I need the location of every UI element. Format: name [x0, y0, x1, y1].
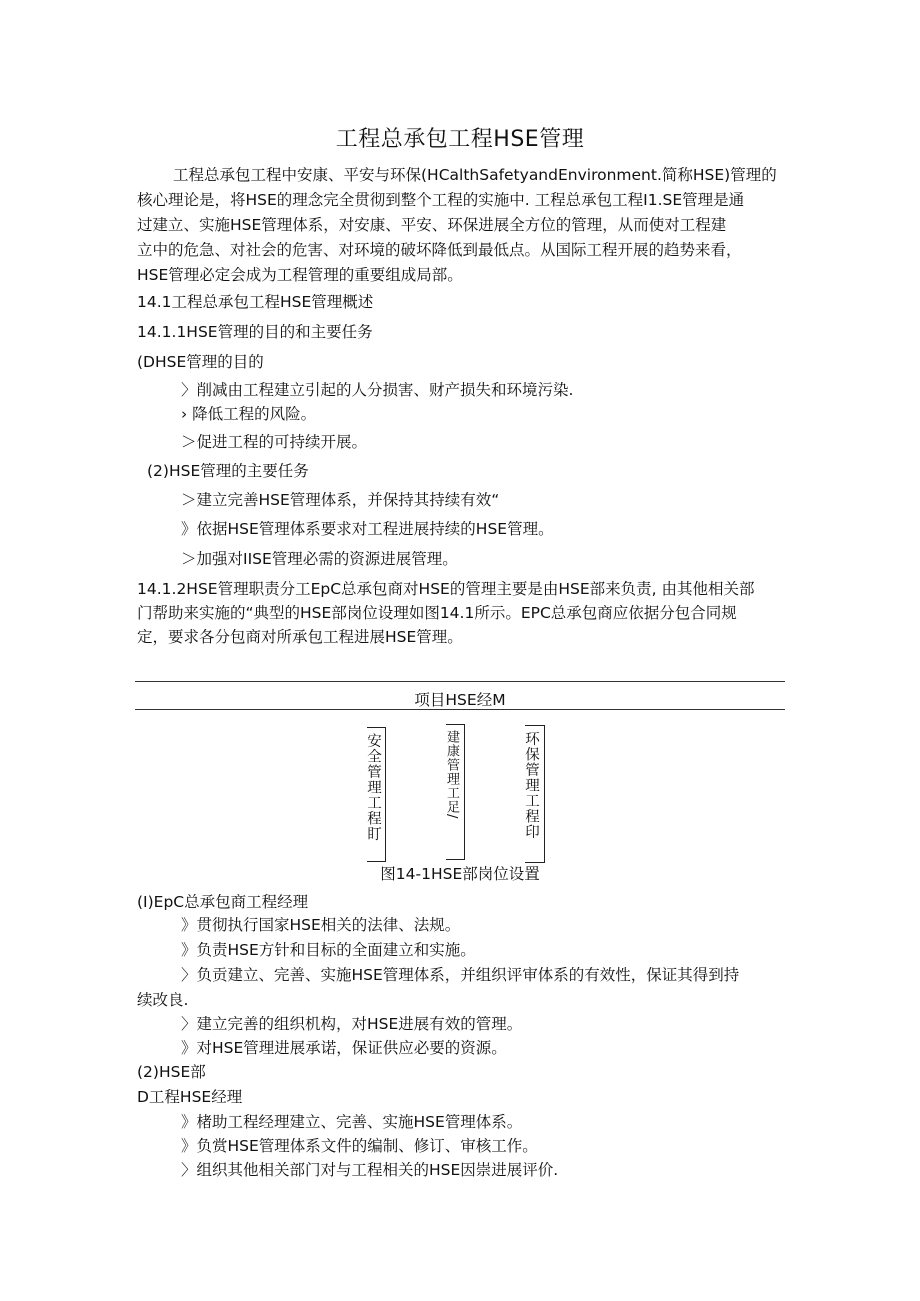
epc-item-3: 〉负贡建立、完善、实施HSE管理体系，并组织评审体系的有效性，保证其得到持 — [181, 966, 740, 984]
hse-manager-item-3: 〉组织其他相关部门对与工程相关的HSE因崇进展评价. — [181, 1161, 559, 1179]
intro-line-5: HSE管理必定会成为工程管理的重要组成局部。 — [137, 266, 463, 284]
epc-item-1: 》贯彻执行国家HSE相关的法律、法规。 — [181, 916, 461, 934]
tasks-heading: (2)HSE管理的主要任务 — [147, 462, 309, 480]
section-14-1-2-line-2: 门帮助来实施的“典型的HSE部岗位设理如图14.1所示。EPC总承包商应依据分包合同规 — [137, 604, 737, 622]
figure-top-label: 项目HSE经M — [414, 691, 506, 709]
tasks-item-1: ＞建立完善HSE管理体系，并保持其持续有效“ — [181, 491, 500, 509]
tasks-item-3: ＞加强对IISE管理必需的资源进展管理。 — [181, 550, 458, 568]
figure-second-rule — [135, 709, 785, 710]
figure-top-rule — [135, 681, 785, 682]
hse-manager-heading: D工程HSE经理 — [137, 1088, 243, 1106]
hse-manager-item-2: 》负赏HSE管理体系文件的编制、修订、审核工作。 — [181, 1137, 538, 1155]
hse-dept-heading: (2)HSE部 — [137, 1063, 206, 1081]
epc-item-5: 》对HSE管理进展承诺，保证供应必要的资源。 — [181, 1039, 507, 1057]
purpose-item-1: 〉削减由工程建立引起的人分损害、财产损失和环境污染. — [181, 381, 574, 399]
figure-box-health-label: 建康管理工足/ — [444, 730, 459, 820]
section-14-1-1-heading: 14.1.1HSE管理的目的和主要任务 — [137, 323, 373, 341]
figure-caption: 图14-1HSE部岗位设置 — [380, 865, 540, 883]
hse-manager-item-1: 》楮助工程经理建立、完善、实施HSE管理体系。 — [181, 1113, 523, 1131]
section-14-1-heading: 14.1工程总承包工程HSE管理概述 — [137, 293, 374, 311]
purpose-item-2: › 降低工程的风险。 — [181, 405, 317, 423]
epc-item-4: 〉建立完善的组织机构，对HSE进展有效的管理。 — [181, 1015, 523, 1033]
intro-line-1: 工程总承包工程中安康、平安与环保(HCalthSafetyandEnvironment.简称HSE)管理的 — [173, 166, 777, 184]
purpose-item-3: ＞促进工程的可持续开展。 — [181, 433, 368, 451]
page-title: 工程总承包工程HSE管理 — [335, 127, 585, 152]
intro-line-2: 核心理论是，将HSE的理念完全贯彻到整个工程的实施中. 工程总承包工程I1.SE管理是通 — [137, 191, 745, 209]
figure-box-safety-label: 安全管理工程盯 — [365, 733, 381, 842]
epc-item-2: 》负责HSE方针和目标的全面建立和实施。 — [181, 941, 476, 959]
section-14-1-2-line-1: 14.1.2HSE管理职责分工EpC总承包商对HSE的管理主要是由HSE部来负责, 由其他相关部 — [137, 580, 755, 598]
purpose-heading: (DHSE管理的目的 — [137, 353, 264, 371]
tasks-item-2: 》依据HSE管理体系要求对工程进展持续的HSE管理。 — [181, 520, 554, 538]
intro-line-3: 过建立、实施HSE管理体系，对安康、平安、环保进展全方位的管理，从而使对工程建 — [137, 216, 727, 234]
epc-item-3-cont: 续改良. — [137, 991, 189, 1009]
intro-line-4: 立中的危急、对社会的危害、对环境的破坏降低到最低点。从国际工程开展的趋势来看， — [137, 241, 742, 259]
epc-heading: (I)EpC总承包商工程经理 — [137, 893, 309, 911]
section-14-1-2-line-3: 定，要求各分包商对所承包工程进展HSE管理。 — [137, 628, 463, 646]
figure-box-environment-label: 环保管理工程印 — [523, 731, 539, 840]
